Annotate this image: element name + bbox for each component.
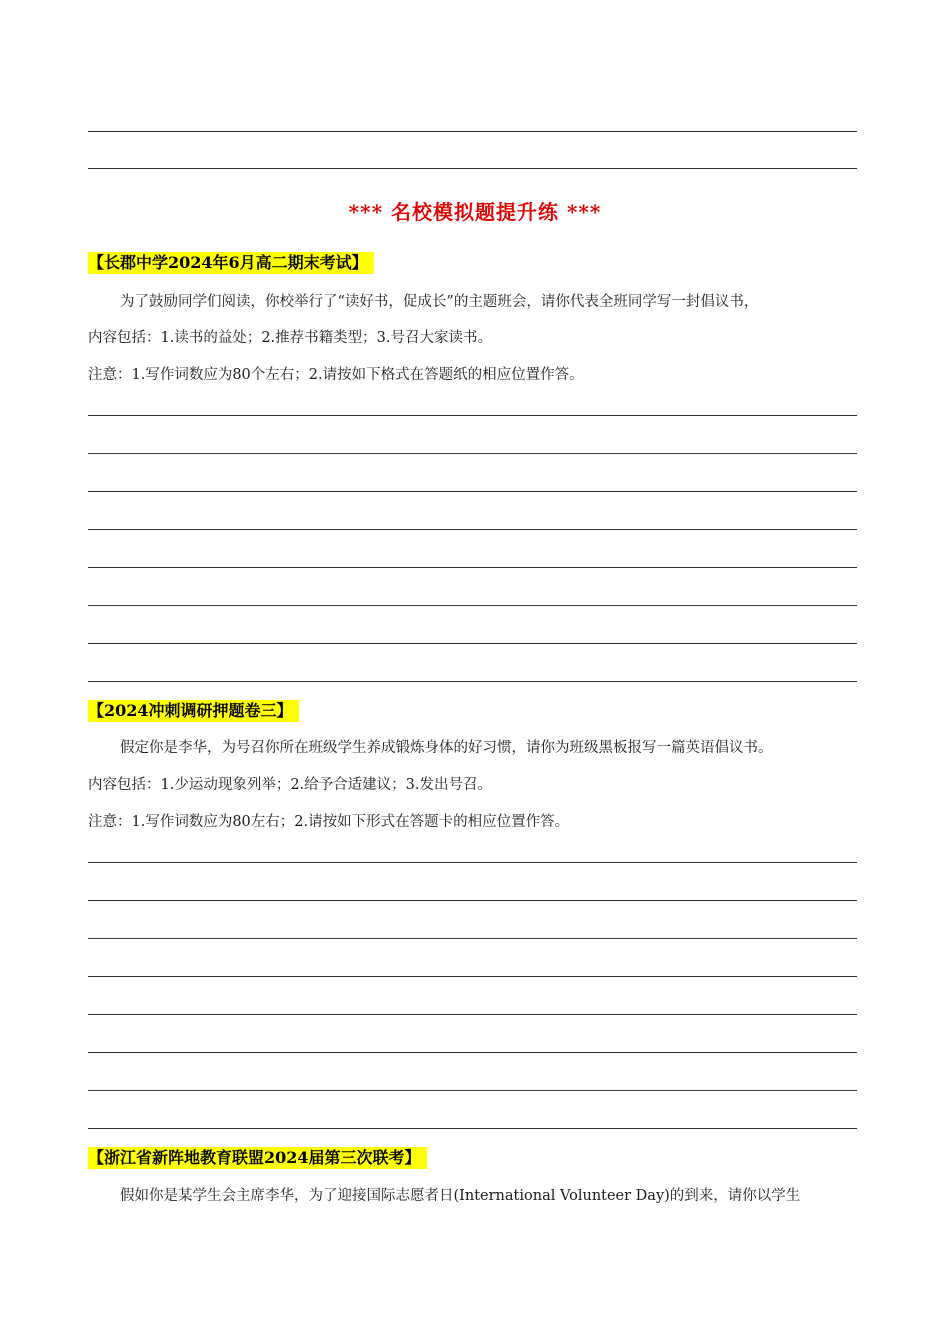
exercise-prompt: 为了鼓励同学们阅读，你校举行了“读好书，促成长”的主题班会，请你代表全班同学写一封倡议书， <box>120 294 759 310</box>
answer-line <box>88 168 857 169</box>
exercise-note: 注意：1.写作词数应为80个左右；2.请按如下格式在答题纸的相应位置作答。 <box>88 367 584 383</box>
exercise-note: 注意：1.写作词数应为80左右；2.请按如下形式在答题卡的相应位置作答。 <box>88 814 570 830</box>
answer-line <box>88 529 857 530</box>
exercise-prompt: 假如你是某学生会主席李华，为了迎接国际志愿者日(International Volunteer Day)的到来，请你以学生 <box>120 1188 801 1204</box>
exercise-source-tag: 【长郡中学2024年6月高二期末考试】 <box>88 252 374 274</box>
answer-line <box>88 1090 857 1091</box>
answer-line <box>88 1052 857 1053</box>
answer-line <box>88 1014 857 1015</box>
answer-line <box>88 938 857 939</box>
answer-line <box>88 643 857 644</box>
answer-line <box>88 453 857 454</box>
exercise-source-tag: 【2024冲刺调研押题卷三】 <box>88 700 299 722</box>
exercise-content: 内容包括：1.读书的益处；2.推荐书籍类型；3.号召大家读书。 <box>88 330 493 346</box>
exercise-content: 内容包括：1.少运动现象列举；2.给予合适建议；3.发出号召。 <box>88 777 493 793</box>
answer-line <box>88 681 857 682</box>
answer-line <box>88 862 857 863</box>
section-title: *** 名校模拟题提升练 *** <box>348 200 602 224</box>
answer-line <box>88 415 857 416</box>
answer-line <box>88 605 857 606</box>
exercise-prompt: 假定你是李华，为号召你所在班级学生养成锻炼身体的好习惯，请你为班级黑板报写一篇英语倡议书。 <box>120 740 773 756</box>
answer-line <box>88 976 857 977</box>
exercise-source-tag: 【浙江省新阵地教育联盟2024届第三次联考】 <box>88 1147 427 1169</box>
answer-line <box>88 131 857 132</box>
answer-line <box>88 491 857 492</box>
answer-line <box>88 900 857 901</box>
answer-line <box>88 567 857 568</box>
answer-line <box>88 1128 857 1129</box>
